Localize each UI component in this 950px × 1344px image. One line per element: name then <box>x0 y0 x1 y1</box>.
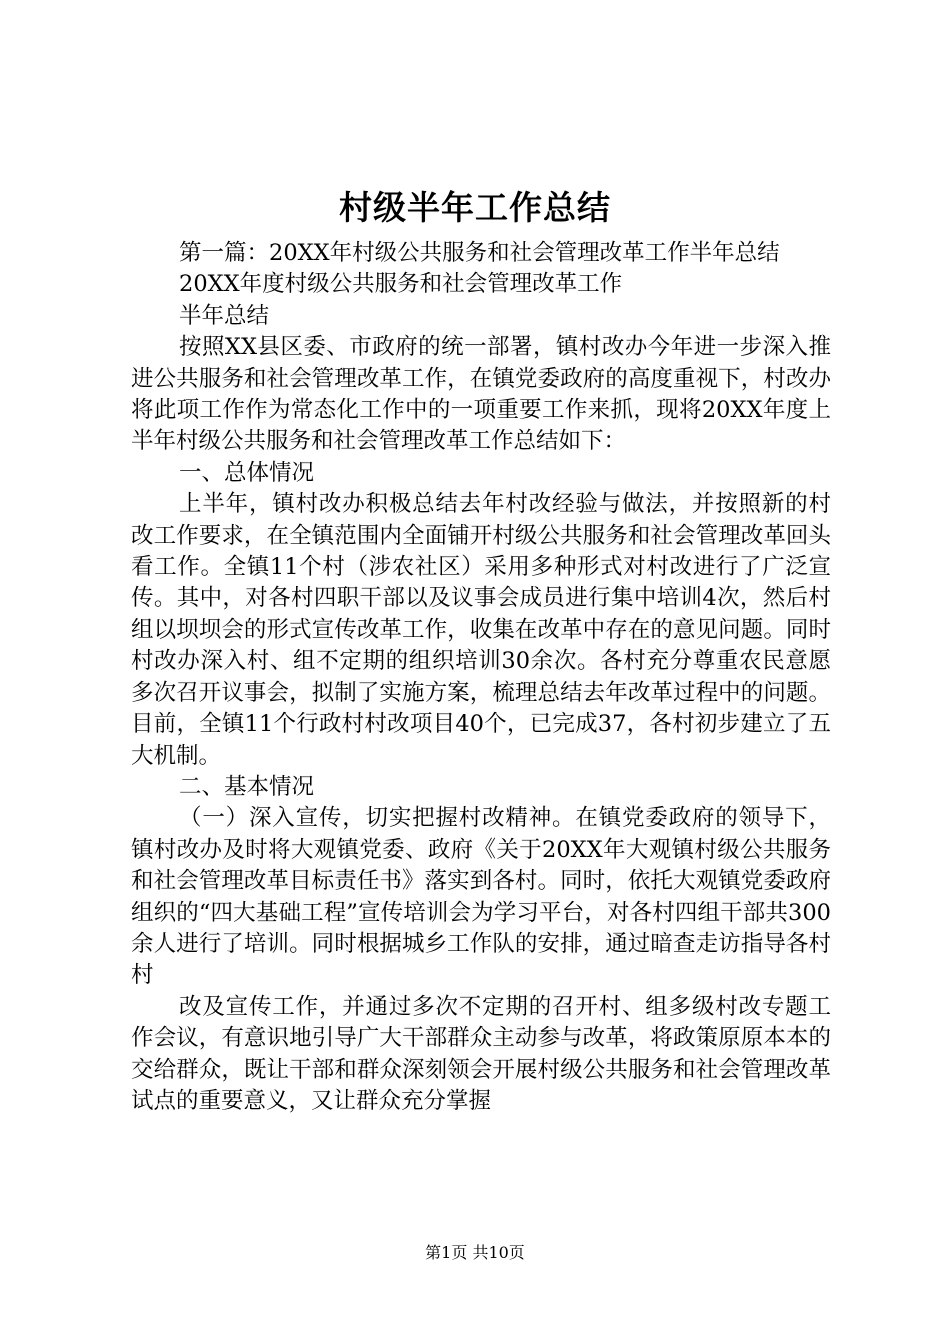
section-heading-basic: 二、基本情况 <box>179 773 315 800</box>
paragraph-publicity-continued: 改及宣传工作，并通过多次不定期的召开村、组多级村改专题工作会议，有意识地引导广大干部群众主动参与改革，将政策原原本本的交给群众，既让干部和群众深刻领会开展村级公共服务和社会管理改革试点的重要意义，又让群众充分掌握 <box>131 993 831 1114</box>
paragraph-chapter-heading: 第一篇：20XX年村级公共服务和社会管理改革工作半年总结 <box>179 240 780 266</box>
paragraph-overall: 上半年，镇村改办积极总结去年村改经验与做法，并按照新的村改工作要求，在全镇范围内全面铺开村级公共服务和社会管理改革回头看工作。全镇11个村（涉农社区）采用多种形式对村改进行了广泛宣传。其中，对各村四职干部以及议事会成员进行集中培训4次，然后村组以坝坝会的形式宣传改革工作，收集在改革中存在的意见问题。同时村改办深入村、组不定期的组织培训30余次。各村充分尊重农民意愿多次召开议事会，拟制了实施方案，梳理总结去年改革过程中的问题。目前，全镇11个行政村村改项目40个，已完成37，各村初步建立了五大机制。 <box>131 491 831 769</box>
paragraph-subtitle-line1: 20XX年度村级公共服务和社会管理改革工作 <box>179 271 623 298</box>
paragraph-publicity: （一）深入宣传，切实把握村改精神。在镇党委政府的领导下，镇村改办及时将大观镇党委、政府《关于20XX年大观镇村级公共服务和社会管理改革目标责任书》落实到各村。同时，依托大观镇党委政府组织的“四大基础工程”宣传培训会为学习平台，对各村四组干部共300余人进行了培训。同时根据城乡工作队的安排，通过暗查走访指导各村村 <box>131 805 831 989</box>
page-number-footer: 第1页 共10页 <box>425 1243 525 1262</box>
section-heading-overall: 一、总体情况 <box>179 459 315 486</box>
document-body <box>131 238 831 1117</box>
document-title: 村级半年工作总结 <box>339 188 611 227</box>
paragraph-intro: 按照XX县区委、市政府的统一部署，镇村改办今年进一步深入推进公共服务和社会管理改革工作，在镇党委政府的高度重视下，村改办将此项工作作为常态化工作中的一项重要工作来抓，现将20XX年度上半年村级公共服务和社会管理改革工作总结如下： <box>131 334 831 455</box>
paragraph-subtitle-line2: 半年总结 <box>179 302 270 329</box>
